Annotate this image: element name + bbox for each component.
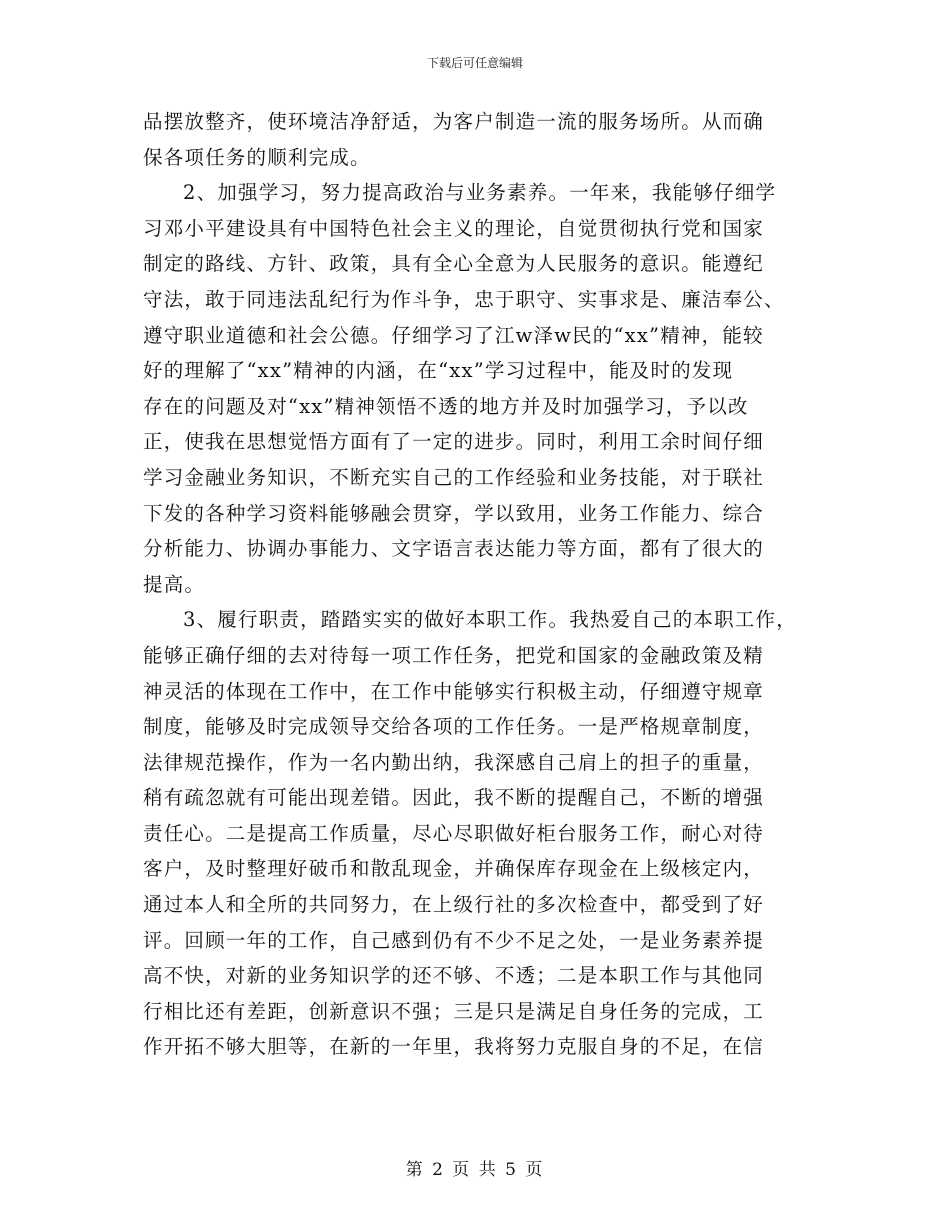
page-number: 第 2 页 共 5 页 — [405, 1160, 545, 1180]
text-line: 习邓小平建设具有中国特色社会主义的理论，自觉贯彻执行党和国家 — [143, 216, 765, 240]
text-line: 制度，能够及时完成领导交给各项的工作任务。一是严格规章制度， — [143, 715, 765, 739]
text-line: 品摆放整齐，使环境洁净舒适，为客户制造一流的服务场所。从而确 — [143, 110, 765, 133]
text-line: 保各项任务的顺利完成。 — [143, 145, 371, 169]
text-line: 3、履行职责，踏踏实实的做好本职工作。我热爱自己的本职工作， — [183, 608, 797, 632]
text-line: 稍有疏忽就有可能出现差错。因此，我不断的提醒自己，不断的增强 — [143, 786, 765, 810]
text-line: 评。回顾一年的工作，自己感到仍有不少不足之处，一是业务素养提 — [143, 928, 765, 952]
text-line: 制定的路线、方针、政策，具有全心全意为人民服务的意识。能遵纪 — [143, 252, 765, 276]
text-line: 能够正确仔细的去对待每一项工作任务，把党和国家的金融政策及精 — [143, 643, 765, 667]
text-line: 高不快，对新的业务知识学的还不够、不透；二是本职工作与其他同 — [143, 964, 765, 988]
text-line: 法律规范操作，作为一名内勤出纳，我深感自己肩上的担子的重量， — [143, 750, 765, 774]
document-body — [143, 104, 823, 1065]
text-line: 学习金融业务知识，不断充实自己的工作经验和业务技能，对于联社 — [143, 465, 765, 489]
page-header: 下载后可任意编辑 — [426, 56, 523, 70]
text-line: 通过本人和全所的共同努力，在上级行社的多次检查中，都受到了好 — [143, 893, 765, 917]
text-line: 好的理解了“xx”精神的内涵，在“xx”学习过程中，能及时的发现 — [143, 359, 734, 383]
text-line: 神灵活的体现在工作中，在工作中能够实行积极主动，仔细遵守规章 — [143, 679, 765, 703]
text-line: 遵守职业道德和社会公德。仔细学习了江w泽w民的“xx”精神，能较 — [143, 323, 764, 347]
text-line: 行相比还有差距，创新意识不强；三是只是满足自身任务的完成，工 — [143, 999, 765, 1023]
text-line: 作开拓不够大胆等，在新的一年里，我将努力克服自身的不足，在信 — [143, 1035, 765, 1059]
text-line: 正，使我在思想觉悟方面有了一定的进步。同时，利用工余时间仔细 — [143, 430, 765, 454]
text-line: 客户，及时整理好破币和散乱现金，并确保库存现金在上级核定内， — [143, 857, 765, 881]
text-line: 守法，敢于同违法乱纪行为作斗争，忠于职守、实事求是、廉洁奉公、 — [143, 287, 785, 311]
text-line: 提高。 — [143, 572, 206, 596]
text-line: 2、加强学习，努力提高政治与业务素养。一年来，我能够仔细学 — [183, 181, 777, 205]
text-line: 责任心。二是提高工作质量，尽心尽职做好柜台服务工作，耐心对待 — [143, 821, 765, 845]
text-line: 下发的各种学习资料能够融会贯穿，学以致用，业务工作能力、综合 — [143, 501, 765, 525]
text-line: 存在的问题及对“xx”精神领悟不透的地方并及时加强学习，予以改 — [143, 394, 749, 418]
text-line: 分析能力、协调办事能力、文字语言表达能力等方面，都有了很大的 — [143, 537, 765, 561]
